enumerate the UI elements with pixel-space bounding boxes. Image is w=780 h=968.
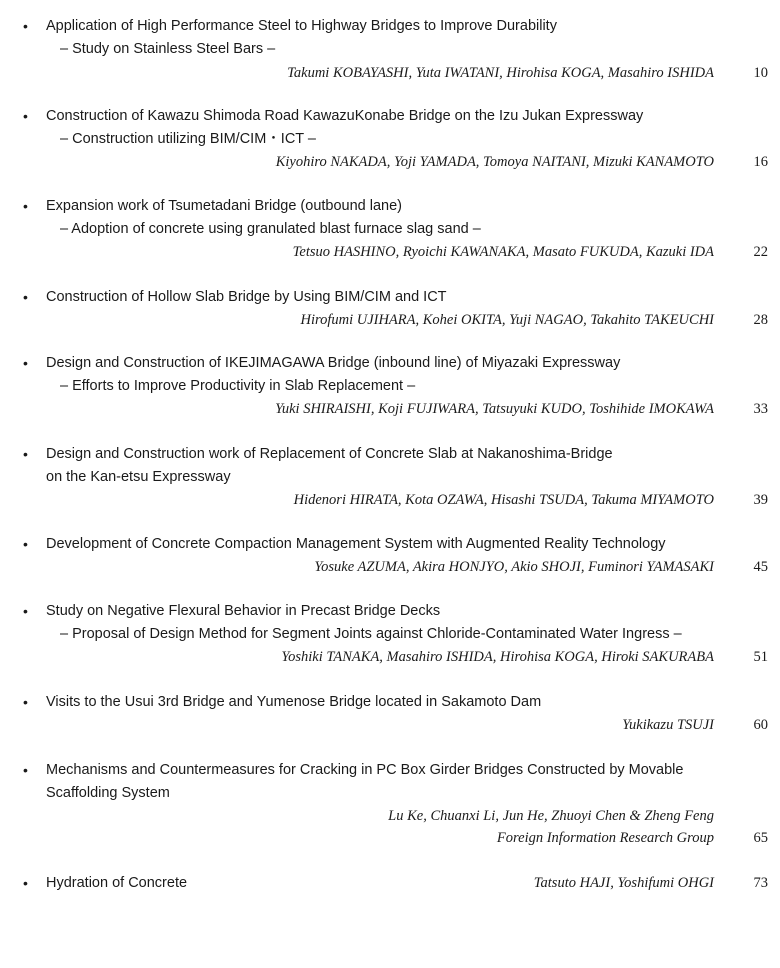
article-subtitle: – Construction utilizing BIM/CIM・ICT – [60, 131, 316, 147]
article-title[interactable]: Study on Negative Flexural Behavior in Precast Bridge Decks [46, 603, 441, 619]
article-authors: Yoshiki TANAKA, Masahiro ISHIDA, Hirohisa KOGA, Hiroki SAKURABA [281, 649, 714, 665]
bullet-icon: • [23, 108, 28, 124]
bullet-icon: • [23, 446, 28, 462]
page-number[interactable]: 39 [753, 492, 768, 508]
page-number[interactable]: 33 [753, 401, 768, 417]
page-number[interactable]: 65 [753, 830, 768, 846]
article-authors: Yosuke AZUMA, Akira HONJYO, Akio SHOJI, Fuminori YAMASAKI [314, 559, 714, 575]
bullet-icon: • [23, 289, 28, 305]
bullet-icon: • [23, 875, 28, 891]
bullet-icon: • [23, 18, 28, 34]
bullet-icon: • [23, 694, 28, 710]
article-title[interactable]: Development of Concrete Compaction Management System with Augmented Reality Technology [46, 536, 666, 552]
article-authors: Tetsuo HASHINO, Ryoichi KAWANAKA, Masato FUKUDA, Kazuki IDA [292, 244, 714, 260]
bullet-icon: • [23, 536, 28, 552]
article-title[interactable]: Design and Construction work of Replacement of Concrete Slab at Nakanoshima-Bridge [46, 446, 613, 462]
page-number[interactable]: 16 [753, 154, 768, 170]
bullet-icon: • [23, 355, 28, 371]
article-authors: Yuki SHIRAISHI, Koji FUJIWARA, Tatsuyuki KUDO, Toshihide IMOKAWA [275, 401, 714, 417]
article-title[interactable]: Visits to the Usui 3rd Bridge and Yumenose Bridge located in Sakamoto Dam [46, 694, 542, 710]
page-number[interactable]: 51 [753, 649, 768, 665]
article-title-continued[interactable]: on the Kan-etsu Expressway [46, 469, 231, 485]
article-authors: Lu Ke, Chuanxi Li, Jun He, Zhuoyi Chen & Zheng Feng [388, 808, 714, 824]
article-authors: Yukikazu TSUJI [622, 717, 714, 733]
bullet-icon: • [23, 198, 28, 214]
article-title[interactable]: Construction of Hollow Slab Bridge by Using BIM/CIM and ICT [46, 289, 447, 305]
article-title[interactable]: Application of High Performance Steel to Highway Bridges to Improve Durability [46, 18, 557, 34]
page-number[interactable]: 22 [753, 244, 768, 260]
bullet-icon: • [23, 603, 28, 619]
article-title-continued[interactable]: Scaffolding System [46, 785, 170, 801]
article-title[interactable]: Mechanisms and Countermeasures for Cracking in PC Box Girder Bridges Constructed by Movable [46, 762, 684, 778]
article-authors: Hirofumi UJIHARA, Kohei OKITA, Yuji NAGAO, Takahito TAKEUCHI [300, 312, 714, 328]
article-title[interactable]: Expansion work of Tsumetadani Bridge (outbound lane) [46, 198, 403, 214]
page-number[interactable]: 73 [753, 875, 768, 891]
article-title[interactable]: Hydration of Concrete [46, 875, 188, 891]
article-authors-group: Foreign Information Research Group [496, 830, 714, 846]
article-subtitle: – Adoption of concrete using granulated blast furnace slag sand – [60, 221, 481, 237]
page-number[interactable]: 60 [753, 717, 768, 733]
article-authors: Tatsuto HAJI, Yoshifumi OHGI [533, 875, 714, 891]
article-title[interactable]: Design and Construction of IKEJIMAGAWA Bridge (inbound line) of Miyazaki Expressway [46, 355, 621, 371]
article-subtitle: – Proposal of Design Method for Segment Joints against Chloride-Contaminated Water Ingress – [60, 626, 682, 642]
page-number[interactable]: 28 [753, 312, 768, 328]
bullet-icon: • [23, 762, 28, 778]
page-number[interactable]: 45 [753, 559, 768, 575]
article-subtitle: – Study on Stainless Steel Bars – [60, 41, 276, 57]
article-title[interactable]: Construction of Kawazu Shimoda Road KawazuKonabe Bridge on the Izu Jukan Expressway [46, 108, 644, 124]
article-authors: Kiyohiro NAKADA, Yoji YAMADA, Tomoya NAITANI, Mizuki KANAMOTO [275, 154, 714, 170]
article-subtitle: – Efforts to Improve Productivity in Slab Replacement – [60, 378, 416, 394]
page-number[interactable]: 10 [753, 65, 768, 81]
article-authors: Takumi KOBAYASHI, Yuta IWATANI, Hirohisa KOGA, Masahiro ISHIDA [287, 65, 714, 81]
article-authors: Hidenori HIRATA, Kota OZAWA, Hisashi TSUDA, Takuma MIYAMOTO [293, 492, 714, 508]
